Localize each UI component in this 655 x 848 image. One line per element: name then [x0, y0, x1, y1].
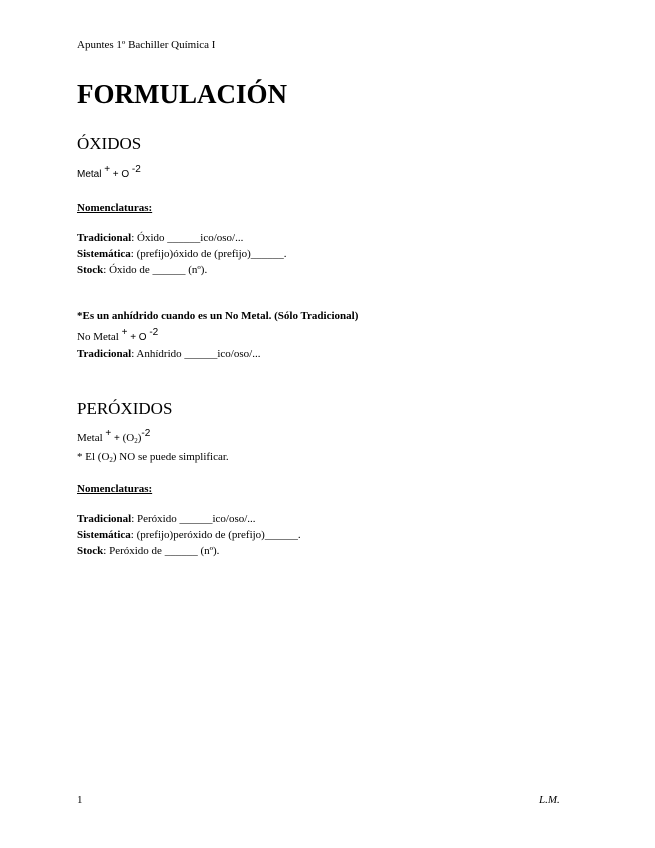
peroxidos-formula — [77, 428, 151, 445]
page-number: 1 — [77, 794, 83, 806]
formula-peroxide-subscript: 2 — [134, 437, 138, 445]
nometal-formula — [77, 327, 159, 344]
page-title: FORMULACIÓN — [77, 79, 287, 109]
peroxidos-stock: Stock: Peróxido de ______ (nº). — [77, 545, 220, 557]
formula-metal: Metal — [77, 432, 103, 444]
formula-plus: + — [112, 169, 119, 180]
oxidos-sistematica: Sistemática: (prefijo)óxido de (prefijo)______. — [77, 248, 287, 260]
formula-peroxide-close: ) — [137, 432, 142, 444]
formula-peroxide-charge: -2 — [141, 428, 151, 439]
formula-plus: + — [114, 433, 120, 444]
peroxidos-note: * El $(O_2)$ NO se puede simplificar. — [77, 451, 229, 464]
section-heading-peroxidos: PERÓXIDOS — [77, 399, 173, 418]
section-heading-oxidos: ÓXIDOS — [77, 134, 142, 153]
peroxidos-sistematica: Sistemática: (prefijo)peróxido de (prefijo)______. — [77, 529, 301, 541]
formula-nometal: No Metal — [77, 331, 119, 343]
formula-oxygen-charge: -2 — [131, 164, 141, 175]
oxidos-formula — [77, 164, 141, 181]
formula-nometal-charge: + — [121, 327, 128, 338]
formula-metal: Metal — [77, 169, 102, 180]
formula-metal-charge: + — [105, 428, 112, 439]
oxidos-stock: Stock: Óxido de ______ (nº). — [77, 264, 208, 276]
author-initials: L.M. — [539, 794, 560, 806]
anhidrido-note: *Es un anhídrido cuando es un No Metal. (Sólo Tradicional) — [77, 310, 359, 322]
anhidrido-tradicional: Tradicional: Anhídrido ______ico/oso/... — [77, 348, 261, 360]
formula-oxygen: O — [138, 332, 147, 343]
formula-oxygen-charge: -2 — [149, 327, 159, 338]
formula-plus: + — [130, 332, 137, 343]
peroxidos-nomenclaturas-label: Nomenclaturas: — [77, 483, 153, 495]
formula-peroxide-open: (O — [122, 432, 135, 444]
formula-metal-charge: + — [104, 164, 111, 175]
running-header: Apuntes 1º Bachiller Química I — [77, 39, 216, 51]
peroxidos-tradicional: Tradicional: Peróxido ______ico/oso/... — [77, 513, 256, 525]
formula-oxygen: O — [121, 169, 130, 180]
oxidos-tradicional: Tradicional: Óxido ______ico/oso/... — [77, 232, 244, 244]
oxidos-nomenclaturas-label: Nomenclaturas: — [77, 202, 153, 214]
